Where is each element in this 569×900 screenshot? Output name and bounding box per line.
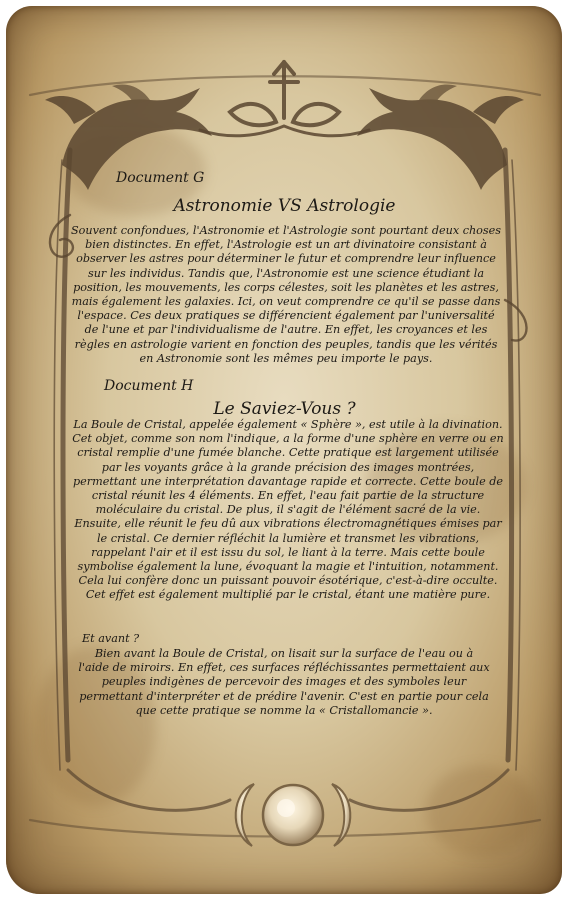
triple-moon-icon	[218, 770, 368, 860]
aside-heading: Et avant ?	[82, 632, 140, 645]
aside-body: Bien avant la Boule de Cristal, on lisait sur la surface de l'eau ou à l'aide de miroirs. En effet, ces surfaces réfléchissantes permettaient aux peuples indigènes de percevoir des images et des symboles leur permettant d'interpréter et de prédire l'avenir. C'est en partie pour cela que cette pratique se nomme la « Cristallomancie ».	[78, 647, 490, 717]
document-title: Le Saviez-Vous ?	[213, 399, 356, 419]
document-label: Document H	[104, 378, 194, 394]
document-label: Document G	[116, 170, 205, 186]
document-body: La Boule de Cristal, appelée également « Sphère », est utile à la divination. Cet objet, comme son nom l'indique, a la forme d'une sphère en verre ou en cristal remplie d'une fumée blanche. Cette pratique est largement utilisée par les voyants grâce à la grande précision des images montrées, permettant une interprétation davantage rapide et correcte. Cette boule de cristal réunit les 4 éléments. En effet, l'eau fait partie de la structure moléculaire du cristal. De plus, il s'agit de l'élément sacré de la vie. Ensuite, elle réunit le feu dû aux vibrations électromagnétiques émises par le cristal. Ce dernier réfléchit la lumière et transmet les vibrations, rappelant l'air et il est issu du sol, le liant à la terre. Mais cette boule symbolise également la lune, évoquant la magie et l'intuition, notamment. Cela lui confère donc un puissant pouvoir ésotérique, c'est-à-dire occulte. Cet effet est également multiplié par le cristal, étant une matière pure.	[72, 418, 504, 602]
document-title: Astronomie VS Astrologie	[173, 196, 396, 216]
document-body: Souvent confondues, l'Astronomie et l'Astrologie sont pourtant deux choses bien distinctes. En effet, l'Astrologie est un art divinatoire consistant à observer les astres pour déterminer le futur et comprendre leur influence sur les individus. Tandis que, l'Astronomie est une science étudiant la position, les mouvements, les corps célestes, soit les planètes et les astres, mais également les galaxies. Ici, on veut comprendre ce qu'il se passe dans l'espace. Ces deux pratiques se différencient également par l'universalité de l'une et par l'individualisme de l'autre. En effet, les croyances et les règles en astrologie varient en fonction des peuples, tandis que les vérités en Astronomie sont les mêmes peu importe le pays.	[70, 224, 501, 365]
